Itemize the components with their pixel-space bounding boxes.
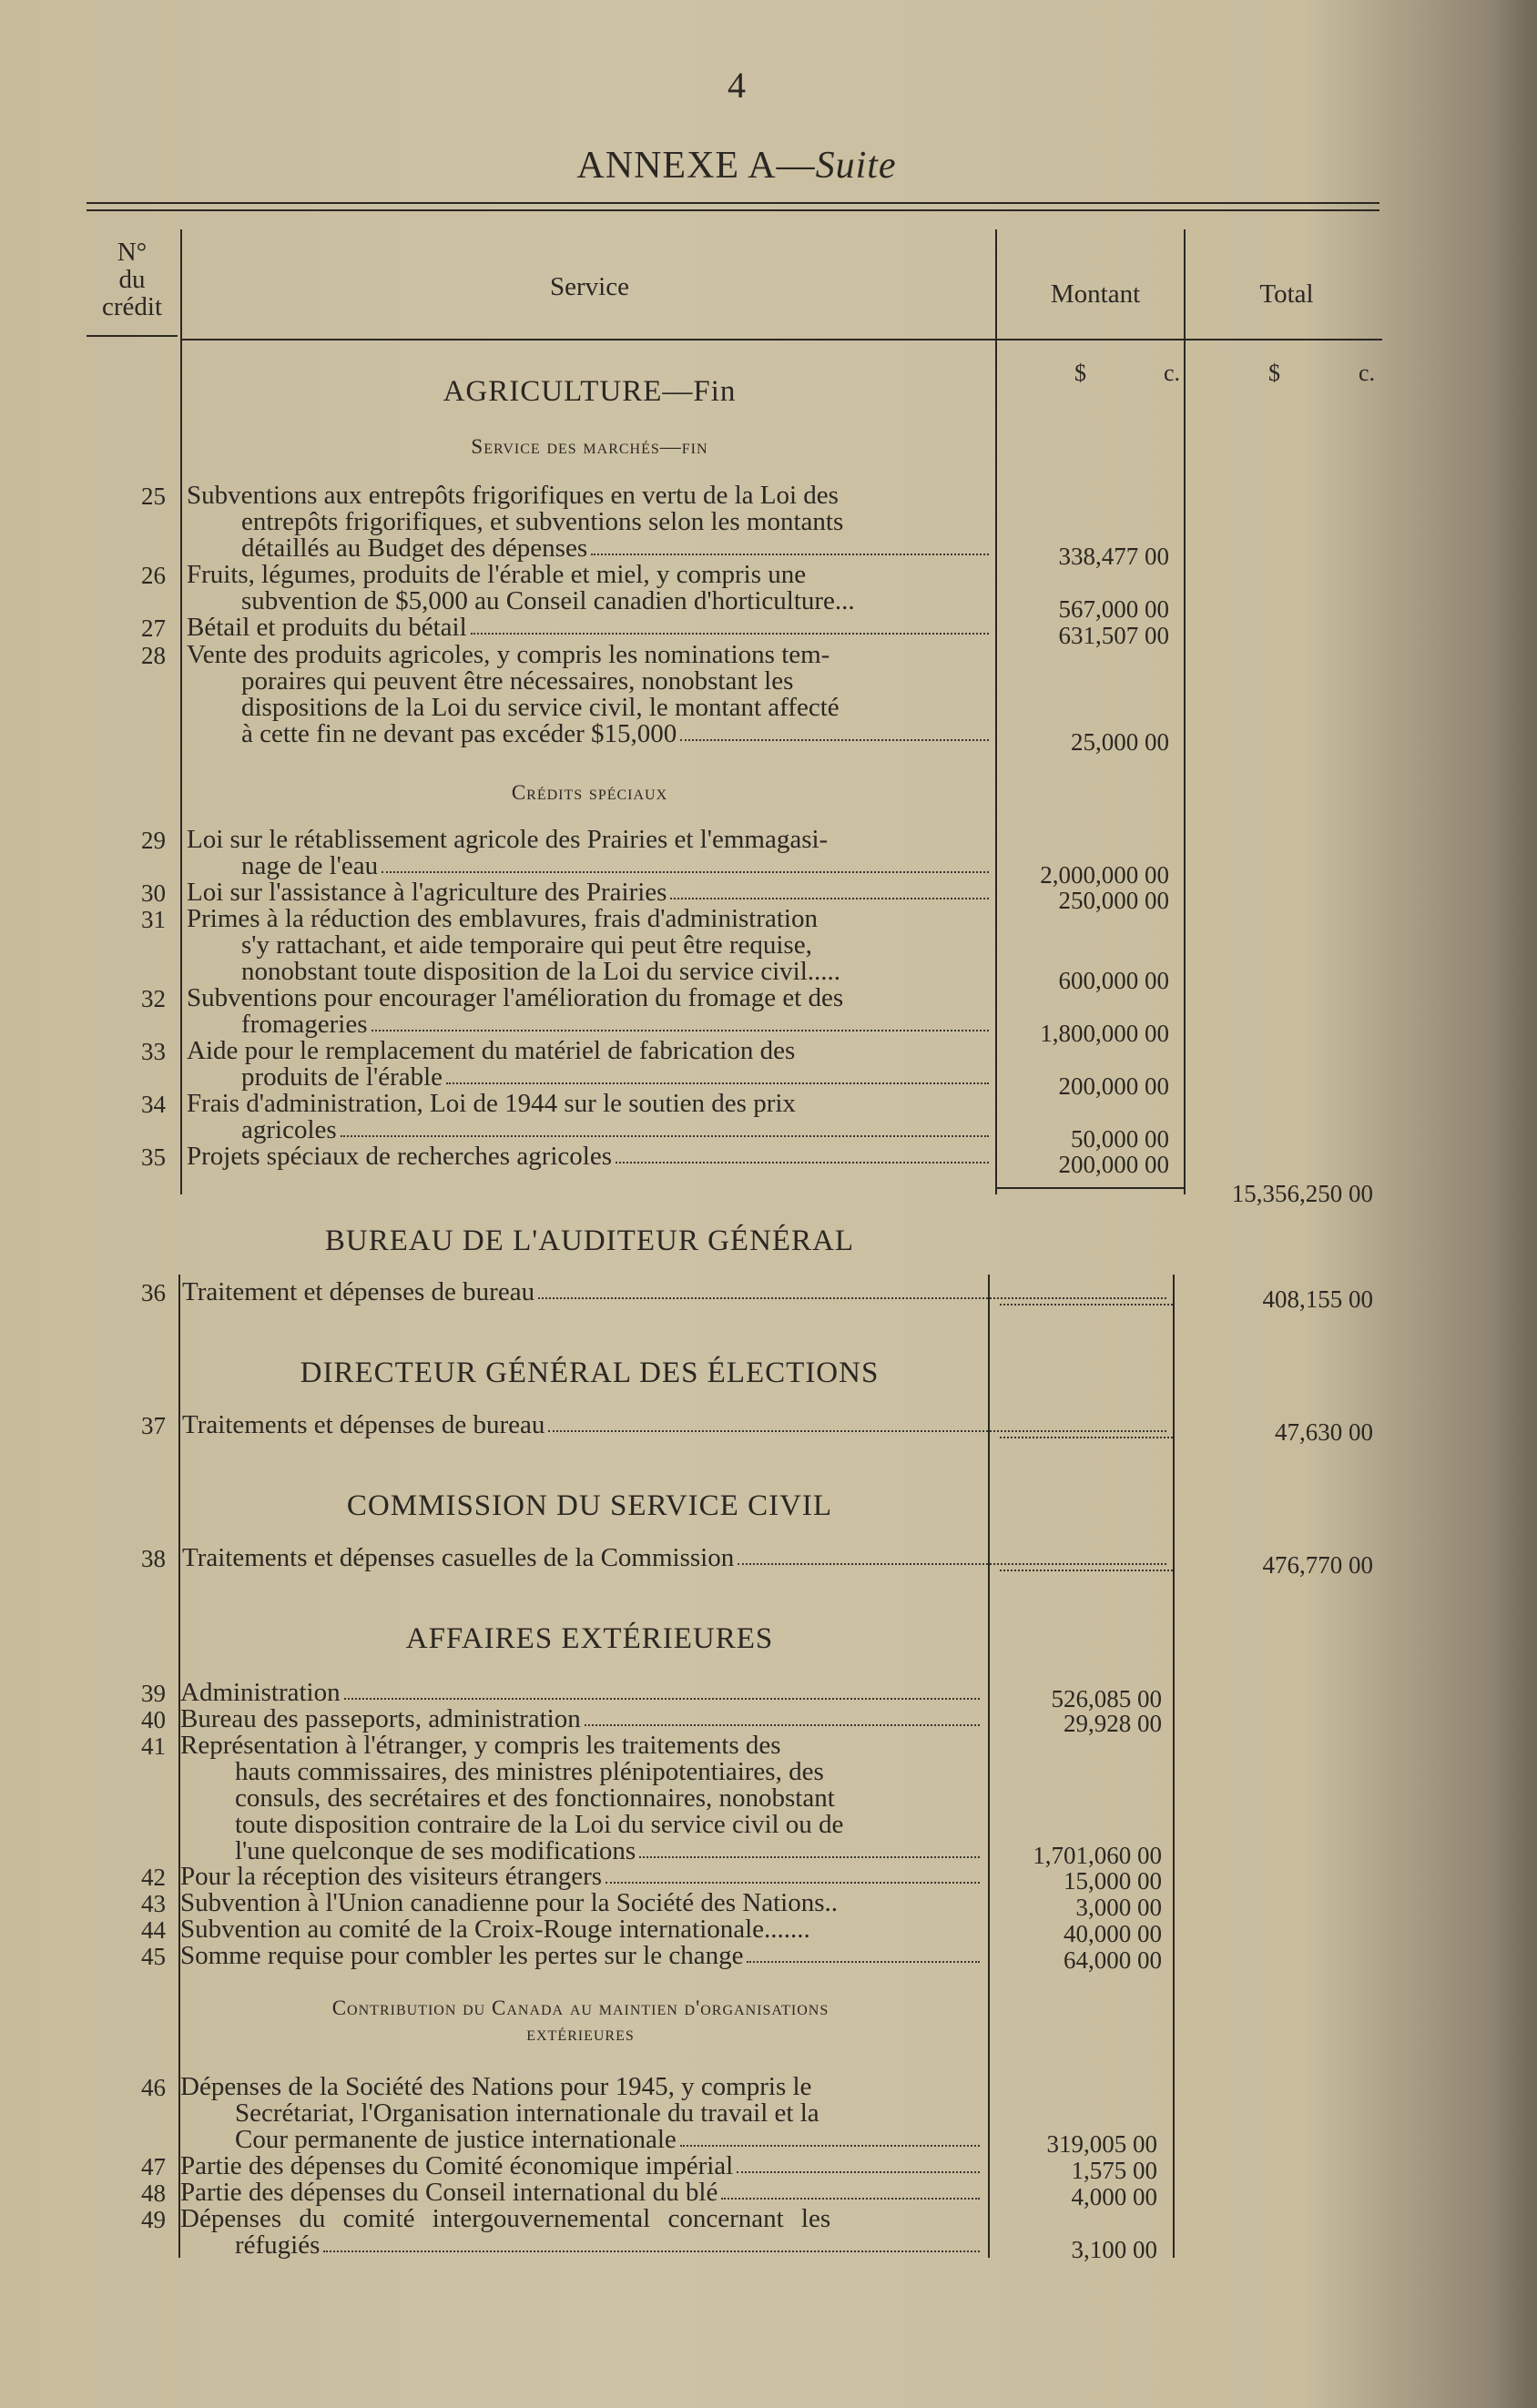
desc-line: Dépenses du comité intergouvernemental concernant les <box>180 2204 831 2233</box>
credit-description <box>187 827 992 879</box>
desc-line <box>180 1943 983 1969</box>
desc-line: Subventions aux entrepôts frigorifiques en vertu de la Loi des <box>187 481 839 510</box>
desc-line: Dépenses de la Société des Nations pour 1945, y compris le <box>180 2072 812 2101</box>
desc-line: Subventions pour encourager l'amélioration du fromage et des <box>187 983 844 1012</box>
credit-description <box>187 615 992 641</box>
montant-dot-leader <box>1000 1568 1173 1571</box>
column-divider-2 <box>995 229 997 1194</box>
desc-line <box>180 1864 983 1890</box>
amount-cell: 631,507 00 <box>1058 622 1169 649</box>
dot-leader <box>548 1412 1166 1432</box>
desc-line: Frais d'administration, Loi de 1944 sur le soutien des prix <box>187 1089 796 1118</box>
desc-text: Somme requise pour combler les pertes sur le change <box>180 1941 744 1970</box>
header-rule-top <box>87 202 1379 204</box>
credit-description <box>180 1916 983 1943</box>
desc-line: Subvention à l'Union canadienne pour la Société des Nations.. <box>180 1888 838 1917</box>
dot-leader <box>670 879 989 899</box>
dot-leader <box>344 1680 980 1700</box>
montant-cents-sign: c. <box>1164 360 1181 386</box>
credit-description <box>187 562 992 615</box>
amount-cell: 600,000 00 <box>1058 967 1169 994</box>
credit-number: 26 <box>141 562 166 589</box>
credit-description <box>180 1706 983 1732</box>
credit-description <box>187 906 992 985</box>
section-affaires-exterieures: AFFAIRES EXTÉRIEURES <box>405 1622 774 1655</box>
subsection-credits-speciaux: Crédits spéciaux <box>511 781 668 804</box>
credit-number: 25 <box>141 483 166 510</box>
desc-line <box>180 2127 983 2153</box>
dot-leader <box>738 1545 1166 1565</box>
column-header-montant: Montant <box>1050 279 1141 309</box>
amount-cell: 64,000 00 <box>1064 1946 1162 1974</box>
column-header-credit-number <box>87 239 178 320</box>
dot-leader <box>538 1279 1166 1299</box>
credit-description <box>187 1091 992 1143</box>
desc-line <box>180 2232 983 2259</box>
desc-text: Pour la réception des visiteurs étrangers <box>180 1862 603 1891</box>
amount-cell: 200,000 00 <box>1058 1151 1169 1178</box>
column-header-service: Service <box>550 272 629 301</box>
dot-leader <box>747 1943 980 1963</box>
desc-line <box>187 879 992 906</box>
amount-cell: 567,000 00 <box>1058 595 1169 623</box>
credit-number: 30 <box>141 879 166 907</box>
desc-line <box>180 2179 983 2206</box>
column-header-total: Total <box>1259 279 1314 309</box>
credit-description <box>180 2153 983 2179</box>
dot-leader <box>737 2153 980 2173</box>
desc-text: Bétail et produits du bétail <box>187 613 467 642</box>
agriculture-total: 15,356,250 00 <box>1231 1180 1373 1207</box>
dot-leader <box>323 2232 980 2252</box>
dot-leader <box>446 1064 989 1084</box>
desc-text: Traitements et dépenses casuelles de la Commission <box>182 1543 735 1572</box>
amount-cell: 25,000 00 <box>1071 728 1169 756</box>
desc-line <box>187 535 992 562</box>
desc-line <box>187 853 992 879</box>
montant-dot-leader <box>1000 1302 1173 1306</box>
total-cents-sign: c. <box>1359 360 1376 386</box>
desc-line: Vente des produits agricoles, y compris les nominations tem- <box>187 640 830 669</box>
amount-cell: 1,701,060 00 <box>1033 1842 1162 1869</box>
credit-number: 47 <box>141 2153 166 2180</box>
credit-number: 35 <box>141 1143 166 1171</box>
desc-text: Partie des dépenses du Conseil international du blé <box>180 2178 718 2207</box>
desc-line <box>187 1011 992 1038</box>
desc-line <box>187 1117 992 1143</box>
dot-leader <box>680 721 989 741</box>
credit-number: 45 <box>141 1943 166 1970</box>
credit-number: 43 <box>141 1890 166 1917</box>
credit-description <box>180 1680 983 1706</box>
subsection-service-marches: Service des marchés—fin <box>471 435 708 458</box>
dot-leader <box>680 2127 980 2147</box>
desc-line: Représentation à l'étranger, y compris les traitements des <box>180 1731 781 1760</box>
desc-text: Partie des dépenses du Comité économique impérial <box>180 2151 734 2180</box>
credit-number: 41 <box>141 1732 166 1760</box>
amount-cell: 29,928 00 <box>1064 1710 1162 1737</box>
dot-leader <box>591 535 989 555</box>
header-rule-credit <box>87 335 178 337</box>
desc-text: l'une quelconque de ses modifications <box>235 1836 636 1865</box>
credit-description <box>187 1038 992 1091</box>
header-rule-bottom <box>182 339 1382 340</box>
credit-number: 38 <box>141 1545 166 1572</box>
amount-cell: 3,000 00 <box>1075 1894 1162 1921</box>
total-cell: 47,630 00 <box>1275 1418 1373 1446</box>
credit-number: 46 <box>141 2074 166 2101</box>
amount-cell: 50,000 00 <box>1071 1125 1169 1153</box>
desc-line <box>180 1838 983 1864</box>
credit-number: 44 <box>141 1916 166 1944</box>
section-agriculture-text: AGRICULTURE—Fin <box>443 375 737 408</box>
desc-line: entrepôts frigorifiques, et subventions selon les montants <box>241 507 844 536</box>
column-divider-3b <box>1173 1275 1175 2258</box>
dot-leader <box>639 1838 980 1858</box>
desc-line: subvention de $5,000 au Conseil canadien d'horticulture... <box>241 586 855 615</box>
dot-leader <box>471 615 989 635</box>
desc-line: poraires qui peuvent être nécessaires, nonobstant les <box>241 666 794 696</box>
desc-text: détaillés au Budget des dépenses <box>241 533 588 563</box>
desc-line <box>187 1143 992 1170</box>
total-cell: 408,155 00 <box>1262 1285 1373 1313</box>
desc-line: Loi sur le rétablissement agricole des Prairies et l'emmagasi- <box>187 825 829 854</box>
column-divider-3 <box>1184 229 1186 1194</box>
dot-leader <box>616 1143 989 1163</box>
credit-number: 33 <box>141 1038 166 1065</box>
desc-line: Fruits, légumes, produits de l'érable et miel, y compris une <box>187 560 807 589</box>
annex-title-main: ANNEXE A— <box>576 145 816 187</box>
desc-line: nonobstant toute disposition de la Loi du service civil..... <box>241 957 841 986</box>
desc-text: produits de l'érable <box>241 1062 443 1092</box>
dot-leader <box>721 2179 980 2200</box>
amount-cell: 2,000,000 00 <box>1040 861 1169 889</box>
desc-line: toute disposition contraire de la Loi du service civil ou de <box>235 1810 844 1839</box>
credit-number: 29 <box>141 827 166 854</box>
credit-number: 37 <box>141 1412 166 1439</box>
header-no-line3: crédit <box>101 292 162 321</box>
montant-dot-leader <box>1000 1435 1173 1438</box>
credit-description <box>187 985 992 1038</box>
dot-leader <box>606 1864 980 1884</box>
amount-cell: 526,085 00 <box>1051 1685 1162 1712</box>
dot-leader <box>372 1011 990 1031</box>
desc-text: fromageries <box>241 1010 368 1039</box>
subsection-contribution-line1: Contribution du Canada au maintien d'organisations <box>331 1997 830 2019</box>
credit-description <box>180 2179 983 2206</box>
desc-line <box>187 1064 992 1091</box>
amount-cell: 200,000 00 <box>1058 1072 1169 1100</box>
amount-cell: 40,000 00 <box>1064 1920 1162 1947</box>
amount-cell: 250,000 00 <box>1058 887 1169 914</box>
total-dollar-sign: $ <box>1268 360 1280 386</box>
desc-text: agricoles <box>241 1115 337 1144</box>
desc-line: Subvention au comité de la Croix-Rouge internationale....... <box>180 1915 810 1944</box>
desc-text: Administration <box>180 1678 341 1707</box>
credit-description <box>180 1864 983 1890</box>
section-agriculture <box>182 375 997 409</box>
desc-line: Primes à la réduction des emblavures, frais d'administration <box>187 904 818 933</box>
desc-line: Aide pour le remplacement du matériel de fabrication des <box>187 1036 796 1065</box>
desc-text: Cour permanente de justice internationale <box>235 2125 677 2154</box>
amount-cell: 3,100 00 <box>1071 2236 1157 2263</box>
credit-description <box>187 483 992 562</box>
header-no-line2: du <box>118 265 146 294</box>
desc-text: à cette fin ne devant pas excéder $15,000 <box>241 719 677 748</box>
credit-number: 27 <box>141 615 166 642</box>
annex-title <box>0 144 1473 188</box>
section-elections: DIRECTEUR GÉNÉRAL DES ÉLECTIONS <box>300 1356 880 1389</box>
credit-number: 34 <box>141 1091 166 1118</box>
credit-description <box>180 1732 983 1864</box>
montant-dollar-sign: $ <box>1074 360 1086 386</box>
desc-text: Projets spéciaux de recherches agricoles <box>187 1142 613 1171</box>
desc-line: Secrétariat, l'Organisation internationale du travail et la <box>235 2098 819 2128</box>
desc-line: dispositions de la Loi du service civil, le montant affecté <box>241 693 840 722</box>
page-number: 4 <box>728 65 746 106</box>
credit-description <box>180 2074 983 2153</box>
desc-text: Bureau des passeports, administration <box>180 1704 581 1733</box>
section-service-civil: COMMISSION DU SERVICE CIVIL <box>346 1489 833 1522</box>
desc-line: s'y rattachant, et aide temporaire qui peut être requise, <box>241 930 812 960</box>
credit-number: 49 <box>141 2206 166 2233</box>
desc-text: nage de l'eau <box>241 851 379 880</box>
desc-line <box>187 721 992 747</box>
credit-number: 36 <box>141 1279 166 1306</box>
credit-number: 39 <box>141 1680 166 1707</box>
desc-text: Loi sur l'assistance à l'agriculture des Prairies <box>187 878 667 907</box>
credit-number: 42 <box>141 1864 166 1891</box>
amount-cell: 338,477 00 <box>1058 543 1169 570</box>
credit-description <box>187 879 992 906</box>
desc-line <box>187 615 992 641</box>
desc-text: réfugiés <box>235 2230 321 2260</box>
desc-line: hauts commissaires, des ministres plénipotentiaires, des <box>235 1757 824 1786</box>
section-auditeur: BUREAU DE L'AUDITEUR GÉNÉRAL <box>324 1224 855 1257</box>
credit-number: 28 <box>141 642 166 669</box>
desc-line <box>180 1680 983 1706</box>
subtotal-rule <box>995 1187 1184 1189</box>
amount-cell: 4,000 00 <box>1071 2183 1157 2210</box>
annex-title-suite: Suite <box>815 145 897 187</box>
desc-text: Traitements et dépenses de bureau <box>182 1410 545 1439</box>
credit-description <box>187 642 992 747</box>
credit-description <box>187 1143 992 1170</box>
total-cell: 476,770 00 <box>1262 1551 1373 1579</box>
desc-line: consuls, des secrétaires et des fonctionnaires, nonobstant <box>235 1783 835 1813</box>
header-rule-top-2 <box>87 209 1379 211</box>
amount-cell: 15,000 00 <box>1064 1867 1162 1895</box>
header-no-line1: N° <box>117 238 148 267</box>
amount-cell: 1,575 00 <box>1071 2157 1157 2184</box>
amount-cell: 1,800,000 00 <box>1040 1020 1169 1047</box>
desc-line <box>180 2153 983 2179</box>
credit-number: 48 <box>141 2179 166 2207</box>
credit-description <box>180 2206 983 2259</box>
desc-text: Traitement et dépenses de bureau <box>182 1277 535 1306</box>
credit-number: 32 <box>141 985 166 1012</box>
column-divider-1 <box>180 229 182 1194</box>
credit-description <box>180 1943 983 1969</box>
credit-number: 31 <box>141 906 166 933</box>
dot-leader <box>382 853 989 873</box>
dot-leader <box>585 1706 980 1726</box>
amount-cell: 319,005 00 <box>1046 2130 1157 2158</box>
subsection-contribution-line2: extérieures <box>526 2022 635 2045</box>
desc-line <box>180 1706 983 1732</box>
dot-leader <box>341 1117 989 1137</box>
credit-description <box>180 1890 983 1916</box>
credit-number: 40 <box>141 1706 166 1733</box>
